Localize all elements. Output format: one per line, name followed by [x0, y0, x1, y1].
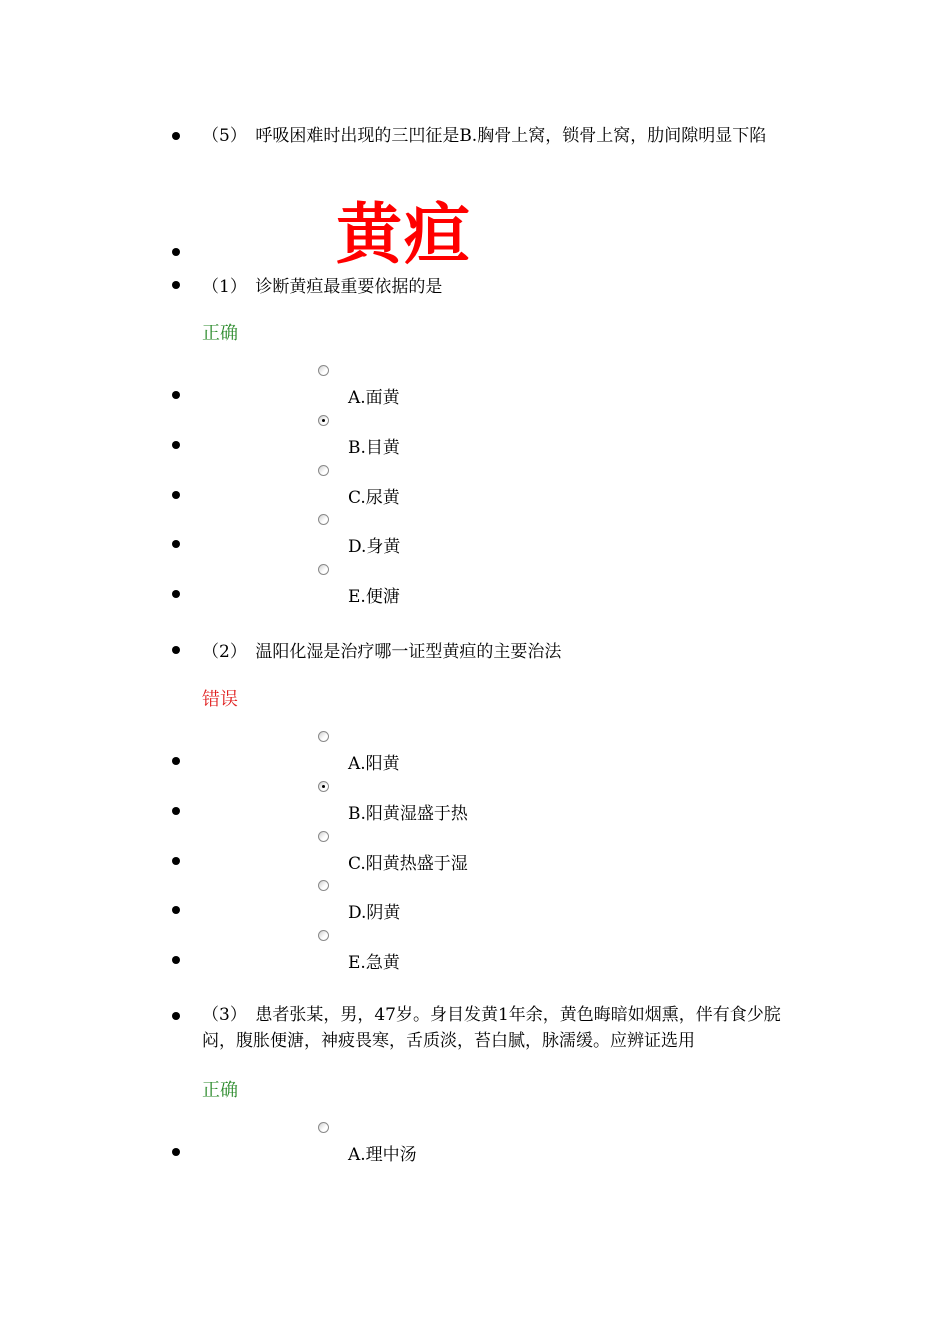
option-label: A.面黄 — [348, 388, 400, 408]
question-3-verdict: 正确 — [202, 1080, 238, 1101]
question-2-text: （2） 温阳化湿是治疗哪一证型黄疸的主要治法 — [202, 642, 562, 662]
option-radio[interactable] — [318, 415, 329, 426]
question-1-text: （1） 诊断黄疸最重要依据的是 — [202, 277, 443, 297]
list-bullet — [172, 857, 180, 865]
option-label: D.身黄 — [348, 537, 401, 558]
list-bullet — [172, 391, 180, 399]
option-radio[interactable] — [318, 465, 329, 476]
list-bullet — [172, 1148, 180, 1156]
option-label: E.急黄 — [348, 953, 400, 974]
option-label: D.阴黄 — [348, 903, 401, 924]
option-radio[interactable] — [318, 514, 329, 525]
list-bullet — [172, 1012, 180, 1020]
option-radio[interactable] — [318, 1122, 329, 1133]
option-label: C.阳黄热盛于湿 — [348, 853, 468, 874]
question-5-text: （5） 呼吸困难时出现的三凹征是B.胸骨上窝，锁骨上窝，肋间隙明显下陷 — [202, 126, 767, 146]
option-radio[interactable] — [318, 831, 329, 842]
option-radio[interactable] — [318, 880, 329, 891]
list-bullet — [172, 807, 180, 815]
list-bullet — [172, 248, 180, 256]
option-radio[interactable] — [318, 564, 329, 575]
option-label: C.尿黄 — [348, 487, 400, 508]
list-bullet — [172, 132, 180, 140]
list-bullet — [172, 646, 180, 654]
list-bullet — [172, 441, 180, 449]
list-bullet — [172, 906, 180, 914]
question-1-verdict: 正确 — [202, 323, 238, 344]
list-bullet — [172, 757, 180, 765]
list-bullet — [172, 590, 180, 598]
option-label: E.便溏 — [348, 587, 400, 608]
option-radio[interactable] — [318, 731, 329, 742]
list-bullet — [172, 491, 180, 499]
section-title: 黄疸 — [336, 195, 472, 273]
option-label: A.阳黄 — [348, 754, 400, 774]
option-radio[interactable] — [318, 781, 329, 792]
list-bullet — [172, 956, 180, 964]
option-label: B.阳黄湿盛于热 — [348, 803, 468, 824]
option-radio[interactable] — [318, 365, 329, 376]
list-bullet — [172, 540, 180, 548]
question-3-text: （3） 患者张某，男，47岁。身目发黄1年余，黄色晦暗如烟熏，伴有食少脘闷，腹胀便溏，神疲畏寒，舌质淡，苔白腻，脉濡缓。应辨证选用 — [202, 1005, 781, 1051]
question-2-verdict: 错误 — [202, 689, 238, 710]
option-radio[interactable] — [318, 930, 329, 941]
option-label: A.理中汤 — [348, 1145, 417, 1165]
option-label: B.目黄 — [348, 437, 400, 458]
list-bullet — [172, 281, 180, 289]
